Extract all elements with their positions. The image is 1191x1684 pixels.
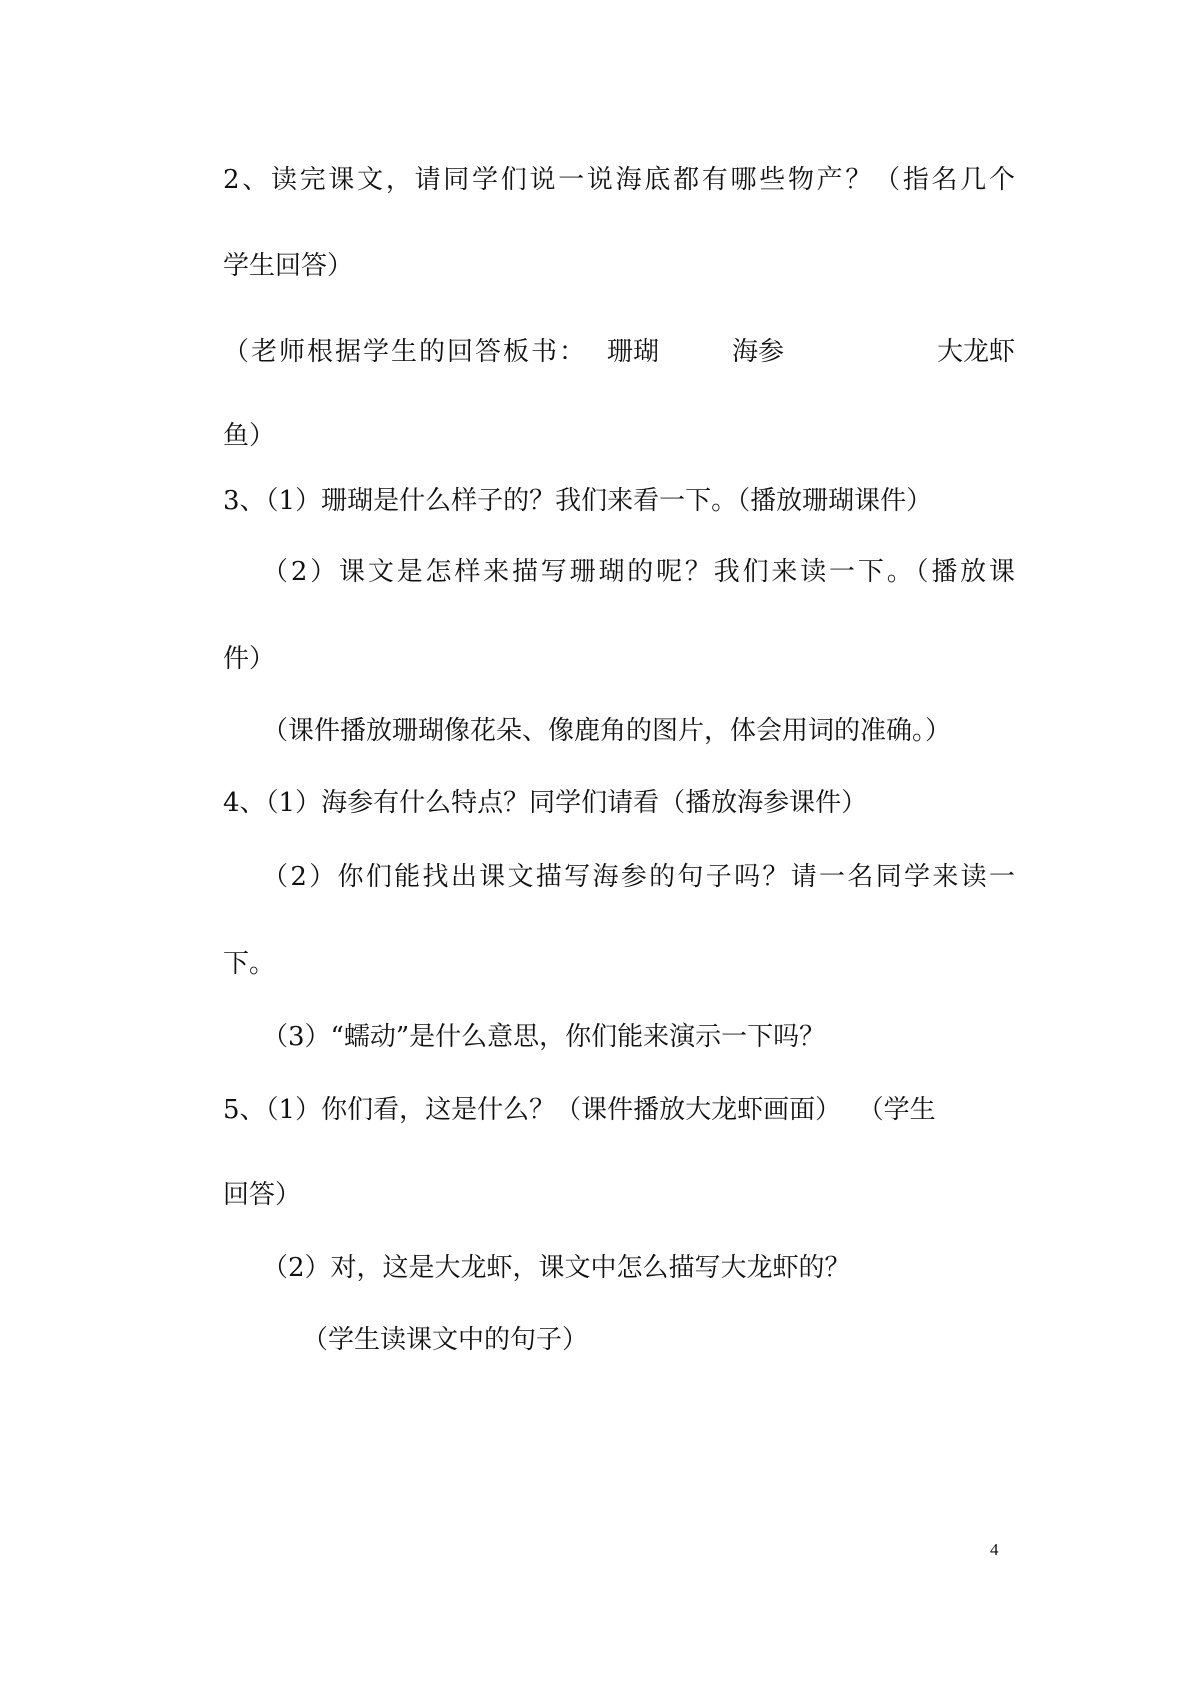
page-number: 4	[990, 1540, 999, 1559]
paragraph-line: 鱼）	[223, 421, 276, 451]
paragraph-line: 件）	[223, 644, 276, 674]
paragraph-line: 回答）	[223, 1180, 302, 1210]
paragraph-line: （课件播放珊瑚像花朵、像鹿角的图片，体会用词的准确。）	[262, 716, 952, 746]
paragraph-line: （3）“蠕动”是什么意思，你们能来演示一下吗？	[262, 1022, 826, 1052]
paragraph-line: （2）对，这是大龙虾，课文中怎么描写大龙虾的？	[262, 1253, 851, 1283]
board-item: 大龙虾	[936, 337, 1015, 367]
board-writing-line	[223, 335, 1015, 369]
paragraph-line: 3、（1）珊瑚是什么样子的？我们来看一下。（播放珊瑚课件）	[223, 486, 933, 516]
board-prefix: （老师根据学生的回答板书：	[223, 337, 588, 367]
paragraph-line: （2）课文是怎样来描写珊瑚的呢？我们来读一下。（播放课	[262, 557, 1015, 587]
paragraph-line: 2、读完课文，请同学们说一说海底都有哪些物产？（指名几个	[223, 165, 1015, 195]
paragraph-line: 下。	[223, 949, 276, 979]
board-item: 海参	[732, 337, 785, 367]
paragraph-line: （2）你们能找出课文描写海参的句子吗？请一名同学来读一	[262, 862, 1015, 892]
paragraph-line: 5、（1）你们看，这是什么？（课件播放大龙虾画面） （学生	[223, 1095, 936, 1125]
board-item: 珊瑚	[607, 337, 660, 367]
paragraph-line: 学生回答）	[223, 251, 354, 281]
paragraph-line: （学生读课文中的句子）	[302, 1325, 589, 1355]
paragraph-line: 4、（1）海参有什么特点？同学们请看（播放海参课件）	[223, 788, 868, 818]
